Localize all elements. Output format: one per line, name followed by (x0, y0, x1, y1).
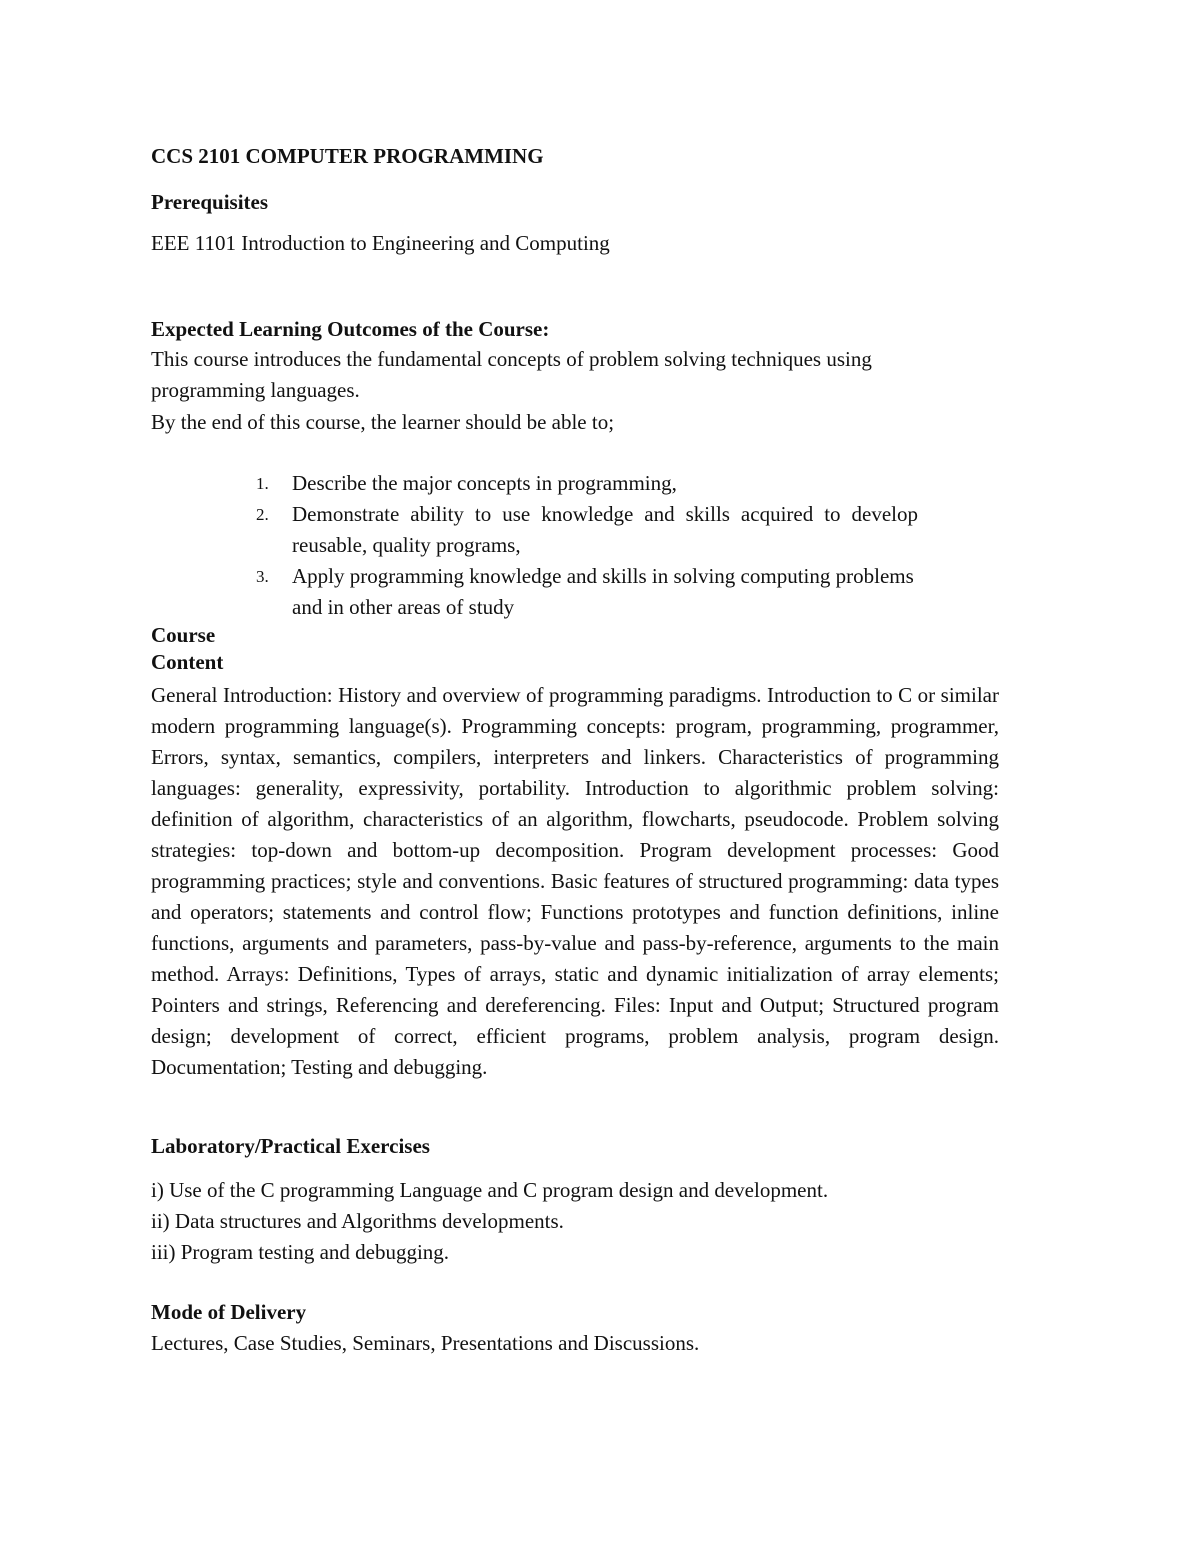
laboratory-heading: Laboratory/Practical Exercises (151, 1134, 430, 1158)
prerequisites-text: EEE 1101 Introduction to Engineering and Computing (151, 231, 610, 255)
list-item-text: Describe the major concepts in programming, (292, 471, 677, 495)
learning-outcomes-lead-in: By the end of this course, the learner should be able to; (151, 410, 615, 434)
list-item (256, 561, 918, 623)
course-content-heading-line2: Content (151, 650, 224, 674)
list-item-number: 1. (256, 474, 269, 493)
list-item: ii) Data structures and Algorithms developments. (151, 1209, 564, 1233)
list-item: iii) Program testing and debugging. (151, 1240, 450, 1264)
course-content-heading-line1: Course (151, 623, 216, 647)
list-item (256, 499, 918, 561)
learning-outcomes-intro: This course introduces the fundamental concepts of problem solving techniques using programming languages. (151, 347, 872, 402)
course-content-body: General Introduction: History and overview of programming paradigms. Introduction to C or similar modern programming language(s). Programming concepts: program, programming, programmer, Errors, syntax, semantics, compilers, interpreters and linkers. Characteristics of programming languages: generality, expressivity, portability. Introduction to algorithmic problem solving: definition of algorithm, characteristics of an algorithm, flowcharts, pseudocode. Problem solving strategies: top-down and bottom-up decomposition. Program development processes: Good programming practices; style and conventions. Basic features of structured programming: data types and operators; statements and control flow; Functions prototypes and function definitions, inline functions, arguments and parameters, pass-by-value and pass-by-reference, arguments to the main method. Arrays: Definitions, Types of arrays, static and dynamic initialization of array elements; Pointers and strings, Referencing and dereferencing. Files: Input and Output; Structured program design; development of correct, efficient programs, problem analysis, program design. Documentation; Testing and debugging. (151, 683, 999, 1079)
learning-outcomes-list (256, 468, 918, 623)
laboratory-list (151, 1175, 828, 1268)
learning-outcomes-heading: Expected Learning Outcomes of the Course: (151, 317, 550, 341)
delivery-text: Lectures, Case Studies, Seminars, Presentations and Discussions. (151, 1331, 700, 1355)
course-title: CCS 2101 COMPUTER PROGRAMMING (151, 144, 544, 168)
list-item-number: 2. (256, 505, 269, 524)
list-item: i) Use of the C programming Language and C program design and development. (151, 1178, 829, 1202)
course-content-heading (151, 622, 223, 676)
delivery-heading: Mode of Delivery (151, 1300, 307, 1324)
prerequisites-heading: Prerequisites (151, 190, 269, 214)
list-item-text: Demonstrate ability to use knowledge and skills acquired to develop reusable, quality programs, (292, 502, 918, 557)
list-item-number: 3. (256, 567, 269, 586)
list-item (256, 468, 918, 499)
list-item-text: Apply programming knowledge and skills in solving computing problems and in other areas of study (292, 564, 914, 619)
